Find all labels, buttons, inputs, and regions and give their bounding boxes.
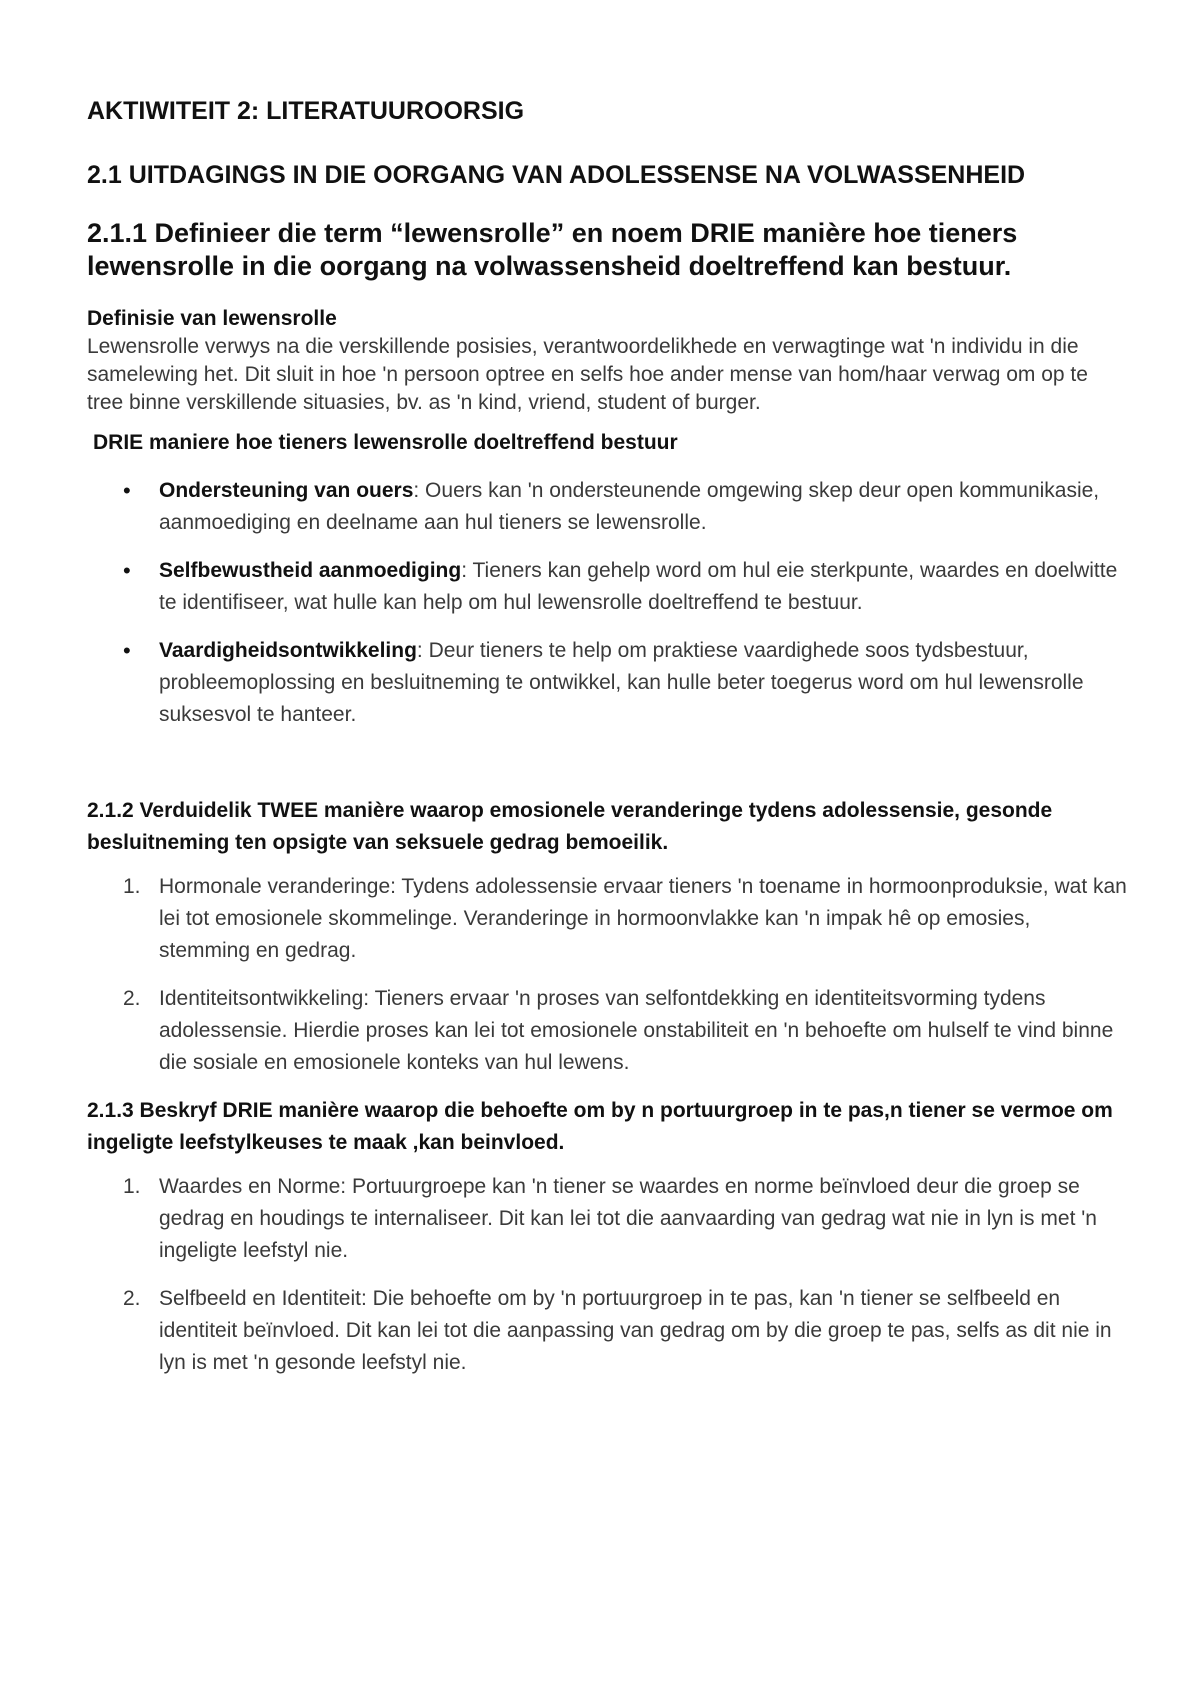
list-item [87,1283,1127,1379]
definition-heading: Definisie van lewensrolle [87,307,337,330]
list-item-text: Hormonale veranderinge: Tydens adolessensie ervaar tieners 'n toename in hormoonproduksie, wat kan lei tot emosionele skommelinge. Veranderinge in hormoonvlakke kan 'n impak hê op emosies, stemming en gedrag. [159,875,1127,962]
bullet-term: Vaardigheidsontwikkeling [159,639,417,662]
definition-text: Lewensrolle verwys na die verskillende posisies, verantwoordelikhede en verwagtinge wat 'n individu in die samelewing het. Dit sluit in hoe 'n persoon optree en selfs hoe ander mense van hom/haar verwag om op te tree binne verskillende situasies, bv. as 'n kind, vriend, student of burger. [87,335,1088,414]
list-item [87,635,1127,731]
section-title: 2.1 UITDAGINGS IN DIE OORGANG VAN ADOLESSENSE NA VOLWASSENHEID [87,161,1026,189]
list-item [87,871,1127,967]
list-number: 1. [123,875,141,898]
question-2-1-3-heading: 2.1.3 Beskryf DRIE manière waarop die behoefte om by n portuurgroep in te pas,n tiener se vermoe om ingeligte leefstylkeuses te maak ,kan beinvloed. [87,1099,1113,1154]
methods-heading: DRIE maniere hoe tieners lewensrolle doeltreffend bestuur [93,431,678,454]
list-item [87,1171,1127,1267]
bullet-text: : Deur tieners te help om praktiese vaardighede soos tydsbestuur, probleemoplossing en besluitneming te ontwikkel, kan hulle beter toegerus word om hul lewensrolle suksesvol te hanteer. [159,639,1084,726]
list-number: 2. [123,1287,141,1310]
list-item-text: Waardes en Norme: Portuurgroepe kan 'n tiener se waardes en norme beïnvloed deur die groep se gedrag en houdings te internaliseer. Dit kan lei tot die aanvaarding van gedrag wat nie in lyn is met 'n ingeligte leefstyl nie. [159,1175,1097,1262]
bullet-term: Ondersteuning van ouers [159,479,414,502]
bullet-term: Selfbewustheid aanmoediging [159,559,462,582]
emotional-changes-list [87,871,1127,1079]
list-item [87,983,1127,1079]
question-2-1-1-heading: 2.1.1 Definieer die term “lewensrolle” en noem DRIE manière hoe tieners lewensrolle in die oorgang na volwassensheid doeltreffend kan bestuur. [87,218,1018,281]
list-item [87,555,1127,619]
question-2-1-2-heading: 2.1.2 Verduidelik TWEE manière waarop emosionele veranderinge tydens adolessensie, gesonde besluitneming ten opsigte van seksuele gedrag bemoeilik. [87,799,1053,854]
bullet-text: : Ouers kan 'n ondersteunende omgewing skep deur open kommunikasie, aanmoediging en deelname aan hul tieners se lewensrolle. [159,479,1100,534]
list-number: 2. [123,987,141,1010]
bullet-text: : Tieners kan gehelp word om hul eie sterkpunte, waardes en doelwitte te identifiseer, wat hulle kan help om hul lewensrolle doeltreffend te bestuur. [159,559,1118,614]
list-item [87,475,1127,539]
list-number: 1. [123,1175,141,1198]
activity-title: AKTIWITEIT 2: LITERATUUROORSIG [87,97,525,125]
bullet-icon: • [123,638,131,663]
peer-group-list [87,1171,1127,1379]
list-item-text: Selfbeeld en Identiteit: Die behoefte om by 'n portuurgroep in te pas, kan 'n tiener se selfbeeld en identiteit beïnvloed. Dit kan lei tot die aanpassing van gedrag om by die groep te pas, selfs as dit nie in lyn is met 'n gesonde leefstyl nie. [159,1287,1112,1374]
list-item-text: Identiteitsontwikkeling: Tieners ervaar 'n proses van selfontdekking en identiteitsvorming tydens adolessensie. Hierdie proses kan lei tot emosionele onstabiliteit en 'n behoefte om hulself te vind binne die sosiale en emosionele konteks van hul lewens. [159,987,1114,1074]
bullet-icon: • [123,558,131,583]
bullet-icon: • [123,478,131,503]
methods-list [87,475,1127,731]
document-page [87,96,1127,1395]
